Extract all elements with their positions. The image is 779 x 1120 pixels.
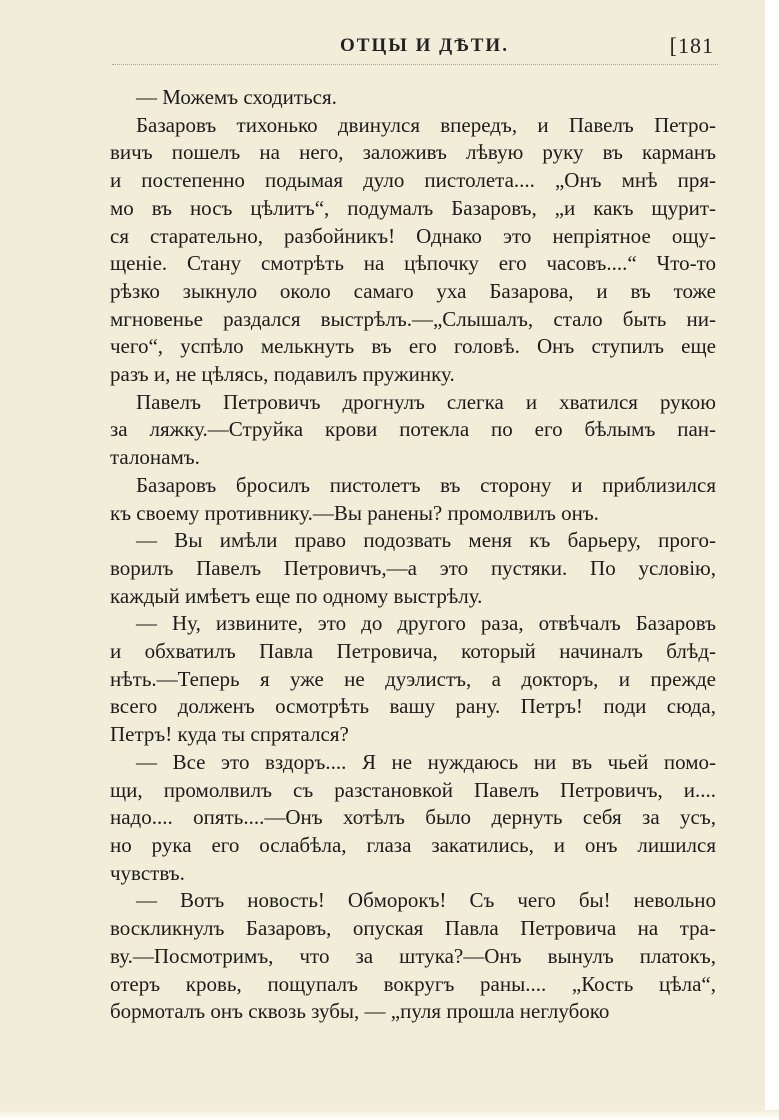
text-line: чего“, успѣло мелькнуть въ его головѣ. Онъ ступилъ еще [110, 334, 716, 359]
text-line: бормоталъ онъ сквозь зубы, — „пуля прошла неглубоко [110, 999, 610, 1024]
text-line: — Можемъ сходиться. [136, 85, 337, 109]
text-line: — Все это вздоръ.... Я не нуждаюсь ни въ чьей помо- [136, 749, 716, 774]
running-header [108, 33, 718, 59]
page-edge [765, 0, 779, 1120]
text-line: всего долженъ осмотрѣть вашу рану. Петръ! поди сюда, [110, 694, 716, 719]
text-line: мгновенье раздался выстрѣлъ.—„Слышалъ, стало быть ни- [110, 306, 716, 331]
text-line: Петръ! куда ты спрятался? [110, 722, 349, 747]
text-line: отеръ кровь, пощупалъ вокругъ раны.... „Кость цѣла“, [110, 971, 716, 996]
text-line: рѣзко зыкнуло около самаго уха Базарова, и въ тоже [110, 278, 716, 303]
paragraph [110, 84, 716, 112]
text-line: мо въ носъ цѣлитъ“, подумалъ Базаровъ, „и какъ щурит- [110, 195, 716, 220]
text-line: ву.—Посмотримъ, что за штука?—Онъ вынулъ платокъ, [110, 943, 716, 968]
page-number: [181 [669, 33, 714, 58]
body-text [110, 84, 716, 1026]
page-bottom-edge [0, 1110, 779, 1120]
paragraph [110, 749, 716, 888]
text-line: разъ и, не цѣлясь, подавилъ пружинку. [110, 362, 455, 387]
paragraph [110, 887, 716, 1026]
paragraph [110, 527, 716, 610]
paragraph [110, 610, 716, 749]
text-line: щеніе. Стану смотрѣть на цѣпочку его часовъ....“ Что-то [110, 251, 716, 276]
text-line: Павелъ Петровичъ дрогнулъ слегка и хватился рукою [136, 389, 716, 414]
text-line: — Вы имѣли право подозвать меня къ барьеру, прого- [136, 528, 716, 553]
text-line: Базаровъ тихонько двинулся впередъ, и Павелъ Петро- [136, 112, 716, 137]
text-line: ворилъ Павелъ Петровичъ,—а это пустяки. По условію, [110, 555, 716, 580]
text-line: но рука его ослабѣла, глаза закатились, и онъ лишился [110, 832, 716, 857]
text-line: — Ну, извините, это до другого раза, отвѣчалъ Базаровъ [136, 611, 716, 636]
paragraph [110, 112, 716, 389]
text-line: и постепенно подымая дуло пистолета.... „Онъ мнѣ пря- [110, 168, 716, 193]
text-line: каждый имѣетъ еще по одному выстрѣлу. [110, 583, 483, 608]
text-line: вичъ пошелъ на него, заложивъ лѣвую руку въ карманъ [110, 140, 716, 165]
text-line: щи, промолвилъ съ разстановкой Павелъ Петровичъ, и.... [110, 777, 716, 802]
paragraph [110, 472, 716, 527]
text-line: къ своему противнику.—Вы ранены? промолвилъ онъ. [110, 500, 599, 525]
header-rule [112, 64, 718, 65]
text-line: чувствъ. [110, 860, 185, 885]
text-line: нѣть.—Теперь я уже не дуэлистъ, а докторъ, и прежде [110, 666, 716, 691]
text-line: Базаровъ бросилъ пистолетъ въ сторону и приблизился [136, 472, 716, 497]
text-line: воскликнулъ Базаровъ, опуская Павла Петровича на тра- [110, 916, 716, 941]
text-line: и обхватилъ Павла Петровича, который начиналъ блѣд- [110, 639, 716, 664]
text-line: надо.... опять....—Онъ хотѣлъ было дернуть себя за усъ, [110, 805, 716, 830]
running-title: ОТЦЫ И ДѢТИ. [340, 35, 509, 56]
text-line: — Вотъ новость! Обморокъ! Съ чего бы! невольно [136, 888, 716, 913]
text-line: за ляжку.—Струйка крови потекла по его бѣлымъ пан- [110, 417, 716, 442]
paragraph [110, 389, 716, 472]
text-line: ся старательно, разбойникъ! Однако это непріятное ощу- [110, 223, 716, 248]
text-line: талонамъ. [110, 445, 200, 470]
